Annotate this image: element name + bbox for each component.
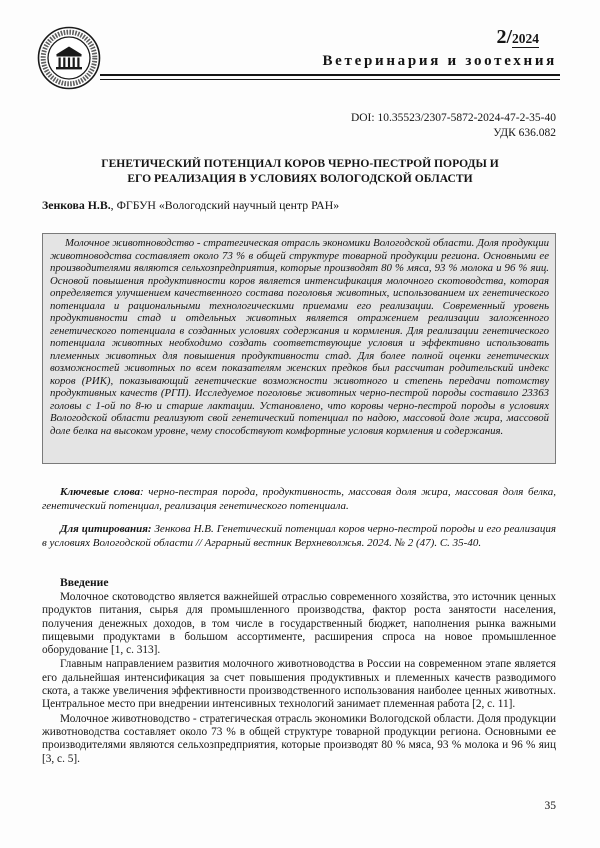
citation-label: Для цитирования: <box>60 523 152 535</box>
body-text <box>42 591 556 767</box>
keywords <box>42 486 556 514</box>
author-name: Зенкова Н.В. <box>42 198 111 212</box>
udc-code: УДК 636.082 <box>493 126 556 140</box>
body-paragraph: Молочное скотоводство является важнейшей отраслью современного хозяйства, это источник ценных продуктов питания, сырья для промышленного производства, фактор роста занятости населения, получения денежных доходов, в том числе в государственный бюджет, наполнения рынка важными пищевыми продуктами в большом ассортименте, расширения спроса на новое промышленное оборудование [1, с. 313]. <box>42 591 556 657</box>
author-affiliation: , ФГБУН «Вологодский научный центр РАН» <box>111 198 339 212</box>
citation-text: Зенкова Н.В. Генетический потенциал коров черно-пестрой породы и его реализация в условиях Вологодской области // Аграрный вестник Верхневолжья. 2024. № 2 (47). С. 35-40. <box>42 523 556 549</box>
journal-emblem-icon <box>37 26 101 90</box>
header-rule-thin <box>100 79 560 80</box>
article-title <box>50 156 550 186</box>
body-paragraph: Главным направлением развития молочного животноводства в России на современном этапе является его дальнейшая интенсификация за счет повышения продуктивных и племенных качеств разводимого скота, а также увеличения эффективности производственного использования наиболее ценных животных. Центральное место при внедрении интенсивных технологий занимает племенная работа [2, с. 11]. <box>42 658 556 711</box>
author-line <box>42 198 339 212</box>
abstract-box <box>42 233 556 464</box>
journal-logo <box>37 26 101 90</box>
doi: DOI: 10.35523/2307-5872-2024-47-2-35-40 <box>351 111 556 125</box>
journal-section-title: Ветеринария и зоотехния <box>322 52 557 70</box>
header-rule-thick <box>100 74 560 76</box>
section-heading-introduction: Введение <box>60 576 109 590</box>
keywords-label: Ключевые слова <box>60 486 140 498</box>
keywords-text: : черно-пестрая порода, продуктивность, массовая доля жира, массовая доля белка, генетический потенциал, реализация генетического потенциала. <box>42 486 556 512</box>
issue-year: 2024 <box>512 31 539 48</box>
body-paragraph: Молочное животноводство - стратегическая отрасль экономики Вологодской области. Доля продукции животноводства составляет около 73 % в общей структуре товарной продукции региона. Основными ее производителями являются сельхозпредприятия, которые производят 80 % мяса, 93 % молока и 96 % яиц [3, с. 5]. <box>42 713 556 766</box>
issue-number <box>496 26 539 50</box>
abstract-text: Молочное животноводство - стратегическая отрасль экономики Вологодской области. Доля продукции животноводства составляет около 73 % в общей структуре товарной продукции региона. Основными ее производителями являются сельхозпредприятия, которые производят 80 % мяса, 93 % молока и 96 % яиц. Основой повышения продуктивности коров является интенсификация молочного скотоводства, которая определяется улучшением качественного состава поголовья животных, использованием их генетического потенциала и рациональными технологическими приемами его реализации. Современный уровень продуктивности стад и отдельных животных является отражением реализации заложенного генетического потенциала в созданных условиях содержания и кормления. Для реализации генетического потенциала животных необходимо создать соответствующие условия и эффективно использовать племенных животных для повышения продуктивности стад. Для более полной оценки генетических возможностей животных по всем показателям женских предков был рассчитан родительский индекс коров (РИК), показывающий генетические возможности животного и степень передачи потомству продуктивных качеств (РГП). Исследуемое поголовье животных черно-пестрой породы составило 23363 головы с 1-ой по 8-ю и старше лактации. Установлено, что коровы черно-пестрой породы в условиях Вологодской области реализуют свой генетический потенциал по надою, массовой доле жира, массовой доле белка на высоком уровне, чему способствуют комфортные условия кормления и содержания. <box>50 237 549 437</box>
article-title-line: ЕГО РЕАЛИЗАЦИЯ В УСЛОВИЯХ ВОЛОГОДСКОЙ ОБЛАСТИ <box>50 171 550 186</box>
article-title-line: ГЕНЕТИЧЕСКИЙ ПОТЕНЦИАЛ КОРОВ ЧЕРНО-ПЕСТРОЙ ПОРОДЫ И <box>50 156 550 171</box>
citation <box>42 523 556 551</box>
page-number: 35 <box>545 799 557 813</box>
issue-number-part: 2/ <box>496 26 512 48</box>
